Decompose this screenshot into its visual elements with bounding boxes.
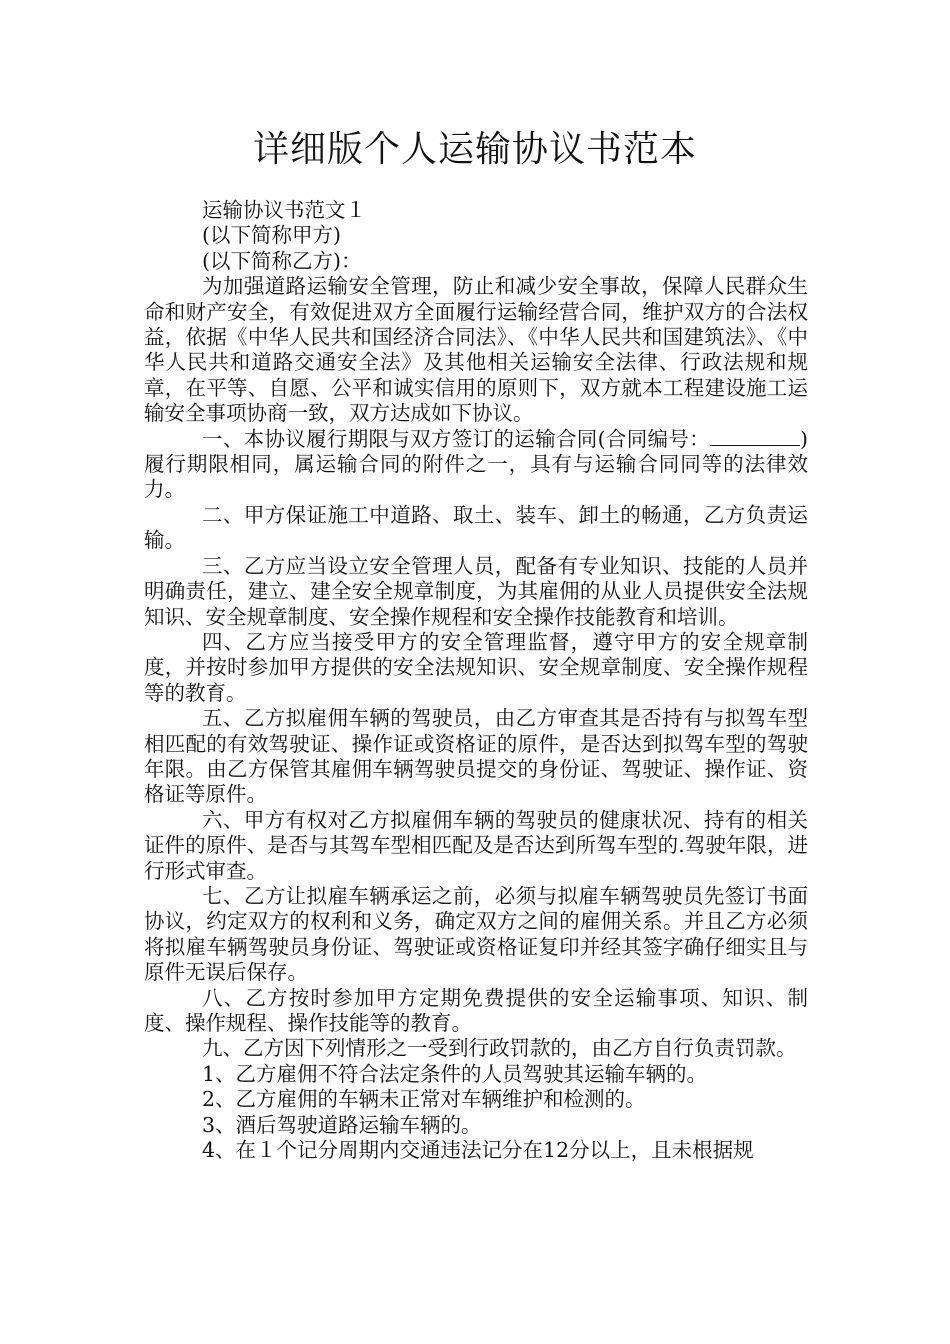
clause-6: 六、甲方有权对乙方拟雇佣车辆的驾驶员的健康状况、持有的相关证件的原件、是否与其驾车型相匹配及是否达到所驾车型的.驾驶年限，进行形式审查。 — [144, 807, 808, 883]
clause-4: 四、乙方应当接受甲方的安全管理监督，遵守甲方的安全规章制度，并按时参加甲方提供的安全法规知识、安全规章制度、安全操作规程等的教育。 — [144, 629, 808, 705]
party-b-line: (以下简称乙方)： — [202, 248, 362, 273]
contract-number-blank-cont — [766, 427, 800, 446]
clause-1 — [144, 427, 808, 503]
clause-1-part-b: )履行期限相同，属运输合同的附件之一，具有与运输合同同等的法律效力。 — [144, 426, 808, 502]
section-heading: 运输协议书范文１ — [202, 198, 366, 222]
contract-number-blank — [710, 427, 766, 446]
clause-3: 三、乙方应当设立安全管理人员，配备有专业知识、技能的人员并明确责任，建立、建全安全规章制度，为其雇佣的从业人员提供安全法规知识、安全规章制度、安全操作规程和安全操作技能教育和培训。 — [144, 553, 808, 629]
clause-5: 五、乙方拟雇佣车辆的驾驶员，由乙方审查其是否持有与拟驾车型相匹配的有效驾驶证、操作证或资格证的原件，是否达到拟驾车型的驾驶年限。由乙方保管其雇佣车辆驾驶员提交的身份证、驾驶证、操作证、资格证等原件。 — [144, 706, 808, 807]
list-item-1: 1、乙方雇佣不符合法定条件的人员驾驶其运输车辆的。 — [202, 1061, 708, 1086]
clause-2: 二、甲方保证施工中道路、取土、装车、卸土的畅通，乙方负责运输。 — [144, 502, 808, 553]
list-item-4: 4、在１个记分周期内交通违法记分在12分以上，且未根据规 — [202, 1138, 754, 1163]
list-item-2: 2、乙方雇佣的车辆未正常对车辆维护和检测的。 — [202, 1087, 646, 1112]
party-a-line: (以下简称甲方) — [202, 223, 341, 248]
document-title: 详细版个人运输协议书范本 — [252, 129, 697, 170]
clause-1-part-a: 一、本协议履行期限与双方签订的运输合同(合同编号： — [202, 426, 710, 451]
clause-9: 九、乙方因下列情形之一受到行政罚款的，由乙方自行负责罚款。 — [202, 1036, 797, 1061]
list-item-3: 3、酒后驾驶道路运输车辆的。 — [202, 1112, 482, 1137]
document-body — [144, 198, 808, 1163]
clause-7: 七、乙方让拟雇车辆承运之前，必须与拟雇车辆驾驶员先签订书面协议，约定双方的权利和义务，确定双方之间的雇佣关系。并且乙方必须将拟雇车辆驾驶员身份证、驾驶证或资格证复印并经其签字确仔细实且与原件无误后保存。 — [144, 883, 808, 985]
clause-8: 八、乙方按时参加甲方定期免费提供的安全运输事项、知识、制度、操作规程、操作技能等的教育。 — [144, 985, 808, 1035]
intro-paragraph: 为加强道路运输安全管理，防止和减少安全事故，保障人民群众生命和财产安全，有效促进双方全面履行运输经营合同，维护双方的合法权益，依据《中华人民共和国经济合同法》、《中华人民共和国建筑法》、《中华人民共和道路交通安全法》及其他相关运输安全法律、行政法规和规章，在平等、自愿、公平和诚实信用的原则下，双方就本工程建设施工运输安全事项协商一致，双方达成如下协议。 — [144, 274, 808, 426]
